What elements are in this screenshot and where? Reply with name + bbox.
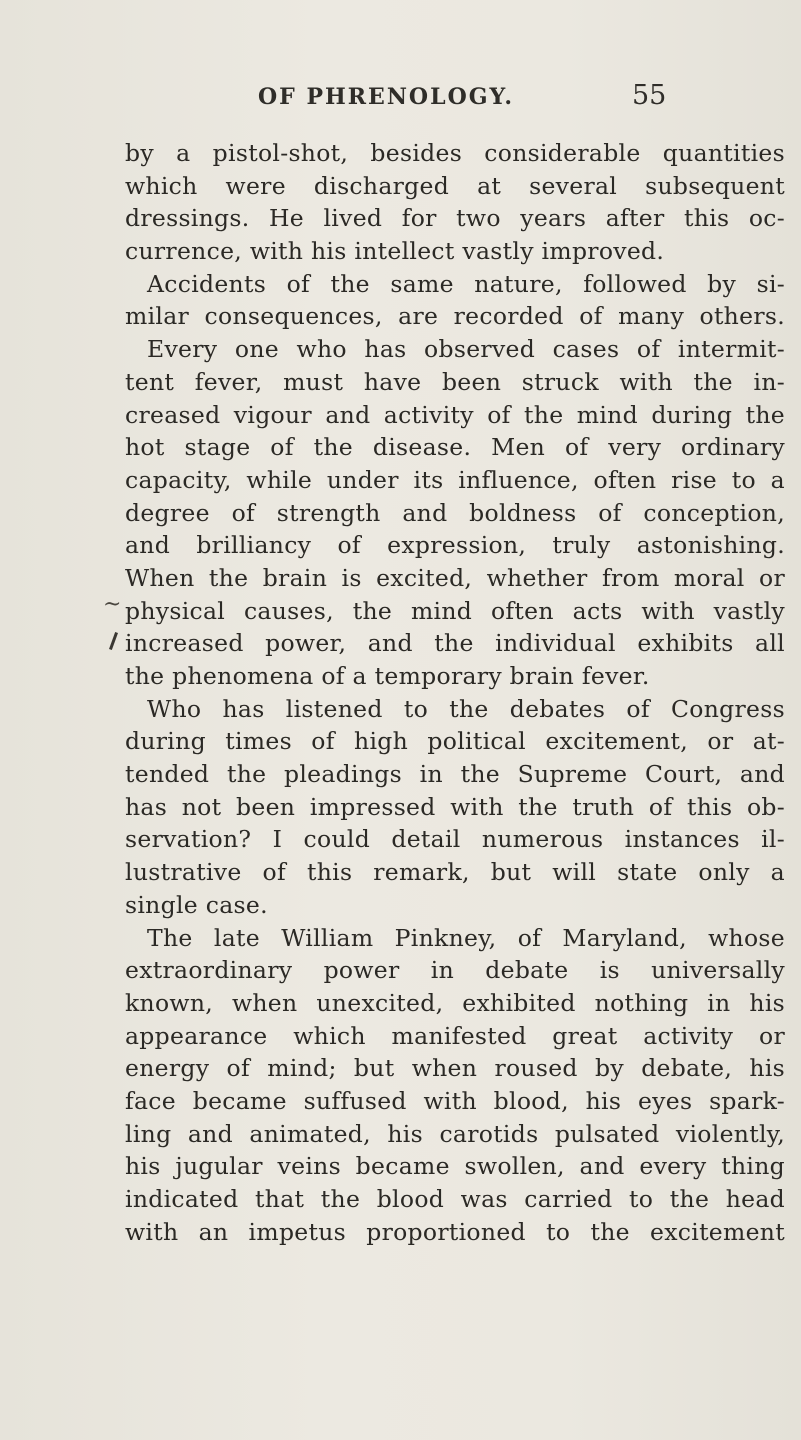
text-line: hot stage of the disease. Men of very ordinary: [125, 433, 785, 462]
text-line: capacity, while under its influence, often rise to a: [125, 465, 785, 494]
running-title: OF PHRENOLOGY.: [258, 84, 515, 110]
text-line: extraordinary power in debate is universally: [125, 956, 785, 985]
text-line: face became suffused with blood, his eyes spark-: [125, 1086, 785, 1115]
text-line: single case.: [125, 890, 268, 919]
text-line: physical causes, the mind often acts with vastly: [125, 596, 785, 625]
text-line: with an impetus proportioned to the excitement: [125, 1217, 785, 1246]
margin-tick-mark: [109, 632, 118, 650]
text-line: degree of strength and boldness of conception,: [125, 498, 785, 527]
text-line: ling and animated, his carotids pulsated violently,: [125, 1119, 785, 1148]
page-header: [0, 80, 801, 120]
text-line: When the brain is excited, whether from moral or: [125, 563, 785, 592]
text-line: known, when unexcited, exhibited nothing in his: [125, 988, 785, 1017]
text-line: his jugular veins became swollen, and every thing: [125, 1152, 785, 1181]
text-line: appearance which manifested great activity or: [125, 1021, 785, 1050]
text-line: creased vigour and activity of the mind during the: [125, 400, 785, 429]
text-line: by a pistol-shot, besides considerable quantities: [125, 139, 785, 167]
text-line: dressings. He lived for two years after this oc-: [125, 204, 785, 233]
text-line: which were discharged at several subsequent: [125, 171, 785, 200]
page-number: 55: [632, 80, 667, 111]
text-line: Who has listened to the debates of Congress: [147, 694, 785, 723]
text-line: currence, with his intellect vastly improved.: [125, 237, 665, 266]
text-line: increased power, and the individual exhibits all: [125, 629, 785, 658]
text-line: lustrative of this remark, but will state only a: [125, 858, 785, 887]
text-line: has not been impressed with the truth of this ob-: [125, 792, 785, 821]
text-line: Accidents of the same nature, followed by si-: [147, 269, 785, 298]
text-line: Every one who has observed cases of intermit-: [147, 335, 785, 364]
text-line: and brilliancy of expression, truly astonishing.: [125, 531, 785, 560]
text-line: tent fever, must have been struck with the in-: [125, 367, 785, 396]
text-line: tended the pleadings in the Supreme Court, and: [125, 760, 785, 789]
body-text: [125, 137, 785, 1248]
text-line: milar consequences, are recorded of many others.: [125, 302, 785, 331]
text-line: during times of high political excitement, or at-: [125, 727, 785, 756]
text-line: the phenomena of a temporary brain fever.: [125, 662, 650, 690]
text-line: energy of mind; but when roused by debate, his: [125, 1054, 785, 1083]
margin-mark: ~: [103, 592, 122, 617]
text-line: indicated that the blood was carried to the head: [125, 1185, 785, 1213]
text-line: servation? I could detail numerous instances il-: [125, 825, 785, 854]
text-line: The late William Pinkney, of Maryland, whose: [147, 923, 785, 952]
